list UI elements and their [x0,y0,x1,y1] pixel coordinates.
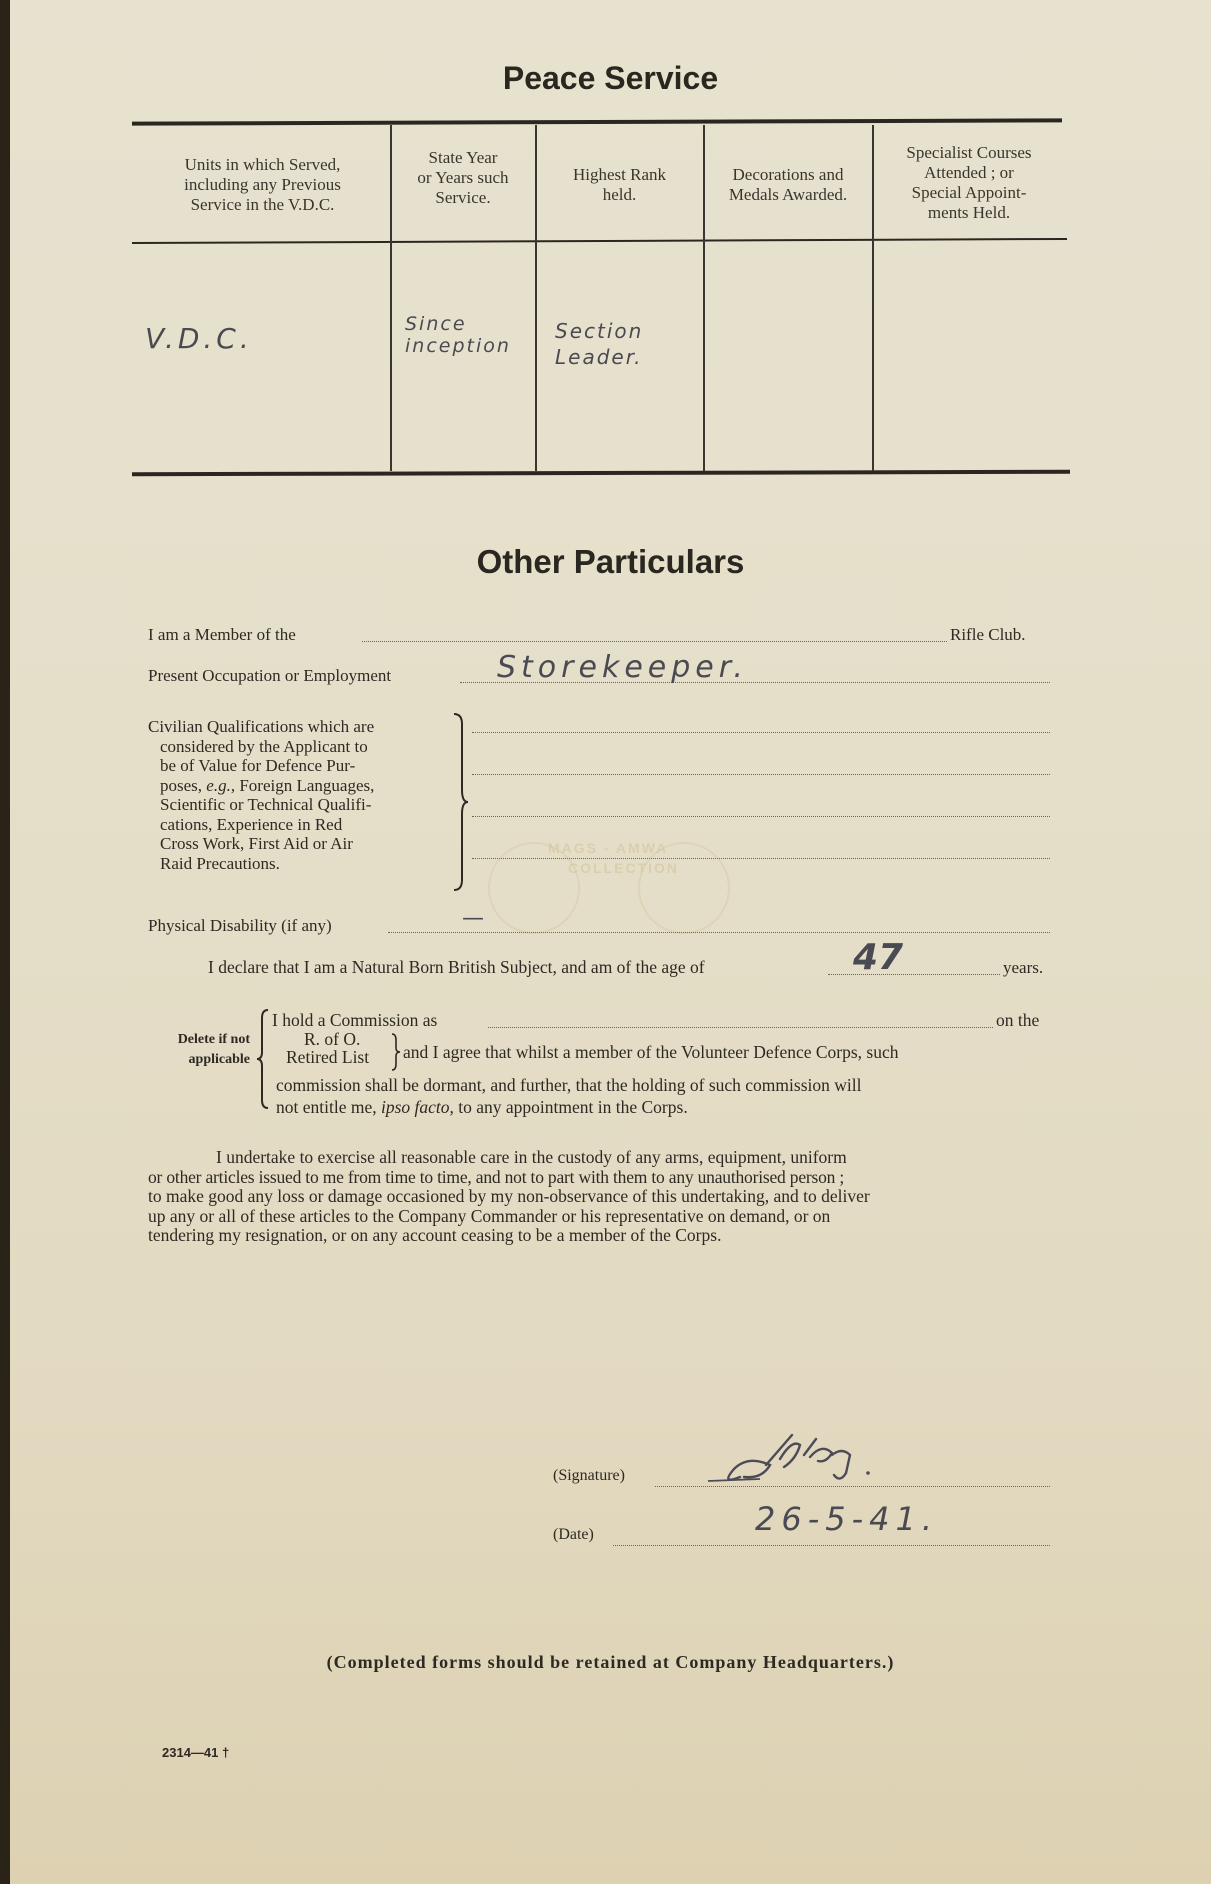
column-header-decorations: Decorations and Medals Awarded. [728,165,848,204]
collection-watermark: MAGS - AMWA COLLECTION [488,842,758,932]
commission-field [488,1027,993,1028]
years-suffix: years. [1003,958,1044,977]
date-label: (Date) [553,1526,594,1543]
date-value: 26-5-41. [755,1500,939,1538]
commission-on-the: on the [996,1010,1040,1030]
unit-value: V.D.C. [145,322,253,355]
member-suffix: Rifle Club. [950,625,1026,644]
undertaking-paragraph: I undertake to exercise all reasonable care in the custody of any arms, equipment, uniform or other articles issued to me from time to time, and not to part with them to any unauthorised person ; to make good any loss or damage occasioned by my non-observance of this undertaking, and to deliver up any or all of these articles to the Company Commander or his representative on demand, or on tendering my resignation, or on any account ceasing to be a member of the Corps. [148,1147,870,1245]
age-value: 47 [853,937,904,978]
column-header-rank: Highest Rank held. [572,165,667,204]
ro-brace [390,1032,402,1072]
column-header-courses: Specialist Courses Attended ; or Special Appoint- ments Held. [906,143,1032,222]
member-field [362,641,947,642]
form-code: 2314—41 † [162,1745,230,1760]
date-field [613,1545,1050,1546]
commission-line-1: I hold a Commission as [272,1010,438,1030]
civilian-line-2 [472,774,1050,775]
column-header-units: Units in which Served, including any Previous Service in the V.D.C. [184,155,341,214]
member-prefix: I am a Member of the [148,625,296,644]
column-header-years: State Year or Years such Service. [417,148,509,207]
civilian-qualifications-label: Civilian Qualifications which are considered by the Applicant to be of Value for Defence Pur- poses, e.g., Foreign Languages, Scientific or Technical Qualifi- cations, Experience in Red Cross Work, First Aid or Air Raid Precautions. [148,717,375,873]
occupation-label: Present Occupation or Employment [148,666,392,685]
civilian-brace [450,712,470,892]
commission-line-3: commission shall be dormant, and further, that the holding of such commission will [276,1075,862,1095]
declaration-text: I declare that I am a Natural Born British Subject, and am of the age of [208,957,705,977]
disability-value: — [462,906,486,931]
civilian-line-3 [472,816,1050,817]
form-page [10,0,1211,1884]
other-particulars-title: Other Particulars [476,543,745,580]
commission-brace [256,1008,270,1110]
years-value: Since inception [405,313,511,357]
retention-note: (Completed forms should be retained at Company Headquarters.) [326,1652,895,1672]
disability-field [388,932,1050,933]
ro-retired-list: R. of O. Retired List [286,1029,370,1067]
handwritten-signature [700,1425,930,1495]
civilian-line-1 [472,732,1050,733]
occupation-value: Storekeeper. [497,650,748,685]
disability-label: Physical Disability (if any) [148,916,332,935]
commission-line-2: and I agree that whilst a member of the Volunteer Defence Corps, such [403,1042,899,1062]
delete-if-not-applicable: Delete if not applicable [177,1032,250,1067]
commission-line-4: not entitle me, ipso facto, to any appointment in the Corps. [276,1097,688,1117]
peace-service-title: Peace Service [502,60,719,96]
signature-label: (Signature) [553,1467,625,1484]
rank-value: Section Leader. [555,319,644,369]
